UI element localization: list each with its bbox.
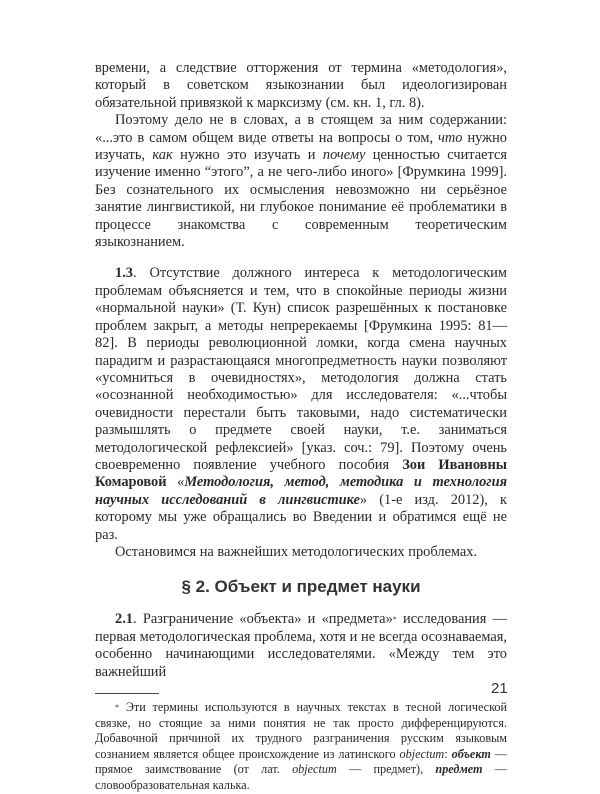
italic-text: objectum [399, 746, 445, 761]
paragraph-frumkina-quote [95, 112, 507, 251]
spacer [95, 251, 507, 265]
text: : [444, 746, 452, 761]
page-number: 21 [491, 680, 508, 697]
italic-text: objectum [292, 762, 337, 777]
paragraph-section-2-1 [95, 611, 507, 681]
book-title: Методология, метод, методика и технология научных исследований в лингвистике [95, 474, 507, 508]
text: ценностью считается изучение именно “этого”, а не чего-либо иного» [Фрумкина 1999]. Без сознательного их осмысления невозможно ни серьёзное занятие лингвистикой, ни глубокое понимание её проблематики в процессе знакомства с современным теоретическим языкознанием. [95, 147, 508, 251]
text: « [166, 474, 185, 491]
italic-text: почему [322, 147, 366, 164]
term-subject: предмет [435, 762, 483, 777]
paragraph-continuation: времени, а следствие отторжения от термина «методология», который в советском языкознании был идеологизирован обязательной привязкой к марксизму (см. кн. 1, гл. 8). [95, 60, 507, 111]
page-body [95, 60, 507, 794]
author-name: Зои Ивановны Комаровой [95, 456, 507, 491]
text: . Отсутствие должного интереса к методологическим проблемам объясняется и тем, что в спокойные периоды жизни «нормальной науки» (Т. Кун) список разрешённых к постановке проблем закрыт, а методы непререкаемы [Фрумкина 1995: 81—82]. В периоды революционной ломки, когда смена научных парадигм и разрастающаяся многопредметность науки позволяют «усомниться в очевидностях», методология должна стать «осознанной необходимостью» для исследователя: «...чтобы очевидности перестали быть таковыми, надо систематически размышлять о предмете своей науки, т.е. заниматься методологической рефлексией» [указ. соч.: 79]. Поэтому очень своевременно появление учебного пособия [95, 265, 507, 473]
text: исследования — первая методологическая проблема, хотя и не всегда осознаваемая, особенно начинающими исследователями. «Между тем это важнейший [95, 611, 507, 680]
footnote-mark: * [115, 703, 119, 712]
text: — прямое заимствование (от лат. [95, 746, 508, 777]
paragraph-stop: Остановимся на важнейших методологических проблемах. [115, 543, 478, 560]
text: Поэтому дело не в словах, а в стоящем за ним содержании: «...это в самом общем виде ответы на вопросы о том, [95, 112, 507, 146]
paragraph-section-1-3 [95, 265, 507, 544]
italic-text: как [152, 147, 173, 164]
section-number: 1.3 [115, 265, 133, 282]
text: . Разграничение «объекта» и «предмета» [133, 611, 393, 628]
text: — предмет), [336, 762, 436, 777]
section-heading: § 2. Объект и предмет науки [181, 577, 421, 597]
text: » (1-е изд. 2012), к которому мы уже обращались во Введении и обратимся ещё не раз. [95, 491, 507, 543]
footnote-marker[interactable]: * [392, 615, 397, 625]
text: нужно изучать, [95, 129, 507, 164]
italic-text: что [438, 129, 463, 146]
section-number: 2.1 [115, 611, 133, 628]
text: Эти термины используются в научных текстах в тесной логической связке, но стоящие за ними понятия не так просто дифференцируются. Добавочной причиной их трудного разграничения русским языковым сознанием является общее происхождение из латинского [95, 700, 507, 761]
term-object: объект [451, 746, 491, 761]
text: нужно это изучать и [172, 147, 323, 164]
text: — словообразовательная калька. [95, 762, 507, 792]
footnote-divider [95, 693, 159, 694]
footnote [95, 700, 507, 794]
